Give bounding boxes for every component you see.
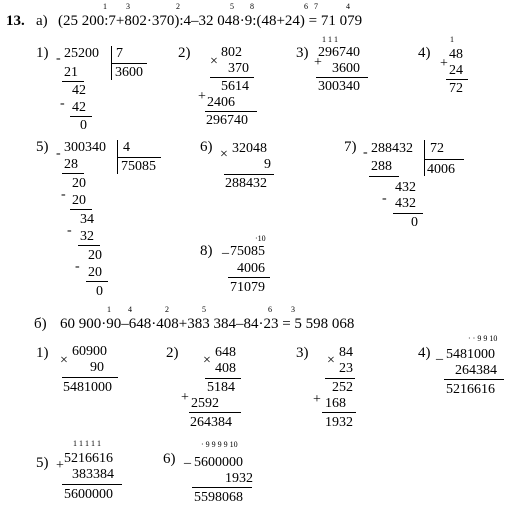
minuend: 5600000 <box>194 455 243 470</box>
subtrahend: 32 <box>80 229 94 244</box>
partial-product: 168 <box>325 396 346 411</box>
factor: 60900 <box>72 344 107 359</box>
remainder: 0 <box>96 284 103 299</box>
divisor: 72 <box>430 141 444 156</box>
subtrahend: 264384 <box>455 363 497 378</box>
addend: 5216616 <box>64 451 113 466</box>
order-mark: 6 <box>304 2 308 11</box>
sum: 300340 <box>318 79 360 94</box>
remainder: 20 <box>88 248 102 263</box>
part-b-label: б) <box>34 316 47 332</box>
dividend: 25200 <box>64 46 99 61</box>
factor: 9 <box>264 157 271 172</box>
factor: 648 <box>215 345 236 360</box>
subtrahend: 1932 <box>225 471 253 486</box>
carry-digits: 1 <box>450 35 454 44</box>
problem-number: 13. <box>6 13 25 29</box>
subtrahend: 4006 <box>237 261 265 276</box>
subtrahend: 28 <box>64 157 78 172</box>
part-a-label: а) <box>36 13 48 29</box>
divisor: 7 <box>116 46 123 61</box>
minus-sign: _ <box>436 347 443 362</box>
minus-sign: - <box>382 191 387 206</box>
remainder: 34 <box>80 212 94 227</box>
subtrahend: 42 <box>72 100 86 115</box>
factor: 23 <box>339 361 353 376</box>
addend: 383384 <box>72 467 114 482</box>
plus-sign: + <box>440 56 448 71</box>
minus-sign: - <box>56 146 61 161</box>
carry-digits: 1 1 1 1 1 <box>73 439 101 448</box>
borrow-marks: ·10 <box>255 234 266 243</box>
subtrahend: 288 <box>371 159 392 174</box>
borrow-marks: · 9 9 9 9 10 <box>201 440 238 449</box>
step-label: 4) <box>418 45 431 61</box>
partial-product: 252 <box>332 380 353 395</box>
plus-sign: + <box>313 392 321 407</box>
step-label: 8) <box>200 243 213 259</box>
factor: 802 <box>221 45 242 60</box>
order-mark: 4 <box>346 2 350 11</box>
step-label: 3) <box>296 345 309 361</box>
plus-sign: + <box>56 458 64 473</box>
minus-sign: - <box>67 223 72 238</box>
order-mark: 1 <box>103 2 107 11</box>
borrow-marks: · · 9 9 10 <box>468 334 498 343</box>
order-mark: 7 <box>314 2 318 11</box>
factor: 90 <box>90 360 104 375</box>
step-label: 2) <box>166 345 179 361</box>
factor: 32048 <box>232 141 267 156</box>
quotient: 3600 <box>115 65 143 80</box>
quotient: 4006 <box>427 162 455 177</box>
minus-sign: - <box>61 187 66 202</box>
dividend: 288432 <box>371 141 413 156</box>
step-label: 2) <box>178 45 191 61</box>
partial-product: 2406 <box>207 95 235 110</box>
factor: 84 <box>339 345 353 360</box>
remainder: 0 <box>80 118 87 133</box>
order-mark: 4 <box>128 305 132 314</box>
order-mark: 2 <box>176 2 180 11</box>
quotient: 75085 <box>121 159 156 174</box>
step-label: 5) <box>36 139 49 155</box>
product: 264384 <box>190 415 232 430</box>
order-mark: 3 <box>126 2 130 11</box>
subtrahend: 432 <box>395 196 416 211</box>
minus-sign: _ <box>184 451 191 466</box>
addend: 3600 <box>332 61 360 76</box>
sum: 72 <box>449 81 463 96</box>
order-mark: 2 <box>165 305 169 314</box>
remainder: 42 <box>72 83 86 98</box>
order-mark: 1 <box>107 305 111 314</box>
part-b-expression: 60 900·90–648·408+383 384–84·23 = 5 598 068 <box>60 316 355 332</box>
addend: 296740 <box>318 45 360 60</box>
sum: 5600000 <box>64 487 113 502</box>
subtrahend: 20 <box>72 193 86 208</box>
remainder: 20 <box>72 176 86 191</box>
addend: 48 <box>449 47 463 62</box>
product: 296740 <box>206 113 248 128</box>
minus-sign: _ <box>222 241 229 256</box>
factor: 408 <box>215 361 236 376</box>
plus-sign: + <box>181 390 189 405</box>
difference: 5598068 <box>194 490 243 505</box>
subtrahend: 21 <box>64 65 78 80</box>
product: 5481000 <box>63 380 112 395</box>
addend: 24 <box>449 63 463 78</box>
plus-sign: + <box>314 55 322 70</box>
times-sign: × <box>60 353 68 368</box>
order-mark: 6 <box>268 305 272 314</box>
step-label: 5) <box>36 455 49 471</box>
partial-product: 5184 <box>207 380 235 395</box>
times-sign: × <box>327 353 335 368</box>
order-mark: 5 <box>202 305 206 314</box>
divisor: 4 <box>123 140 130 155</box>
partial-product: 2592 <box>191 396 219 411</box>
minus-sign: - <box>56 51 61 66</box>
order-mark: 5 <box>230 2 234 11</box>
step-label: 1) <box>36 345 49 361</box>
product: 1932 <box>325 415 353 430</box>
step-label: 6) <box>200 139 213 155</box>
remainder: 432 <box>395 180 416 195</box>
step-label: 1) <box>36 45 49 61</box>
order-mark: 3 <box>291 305 295 314</box>
step-label: 4) <box>418 345 431 361</box>
factor: 370 <box>228 61 249 76</box>
carry-digits: 1 1 1 <box>322 35 338 44</box>
subtrahend: 20 <box>88 265 102 280</box>
partial-product: 5614 <box>221 79 249 94</box>
times-sign: × <box>210 54 218 69</box>
step-label: 6) <box>163 451 176 467</box>
step-label: 7) <box>344 139 357 155</box>
times-sign: × <box>220 147 228 162</box>
plus-sign: + <box>198 89 206 104</box>
step-label: 3) <box>296 45 309 61</box>
order-mark: 8 <box>250 2 254 11</box>
dividend: 300340 <box>64 140 106 155</box>
minus-sign: - <box>60 96 65 111</box>
difference: 5216616 <box>446 382 495 397</box>
minuend: 75085 <box>230 244 265 259</box>
minus-sign: - <box>75 259 80 274</box>
minuend: 5481000 <box>446 347 495 362</box>
times-sign: × <box>203 353 211 368</box>
product: 288432 <box>225 176 267 191</box>
minus-sign: - <box>363 145 368 160</box>
remainder: 0 <box>411 215 418 230</box>
difference: 71079 <box>230 280 265 295</box>
part-a-expression: (25 200:7+802·370):4–32 048·9:(48+24) = 71 079 <box>58 13 363 29</box>
